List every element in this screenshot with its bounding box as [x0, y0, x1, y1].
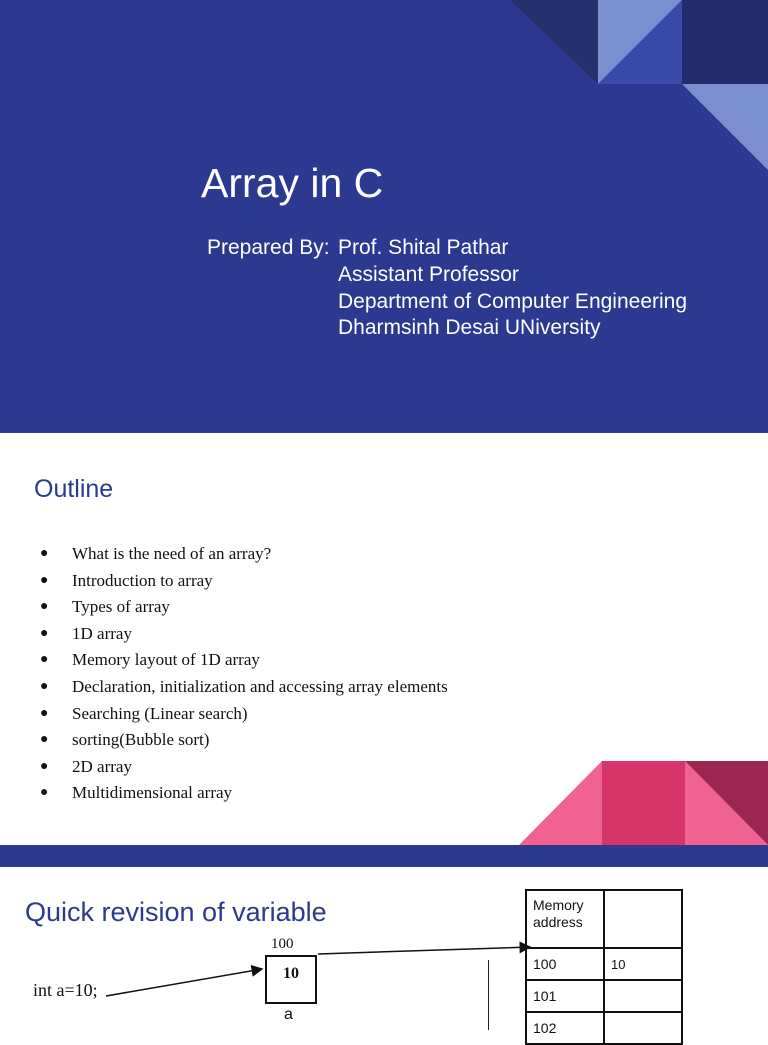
column-header: Memory address: [526, 890, 604, 948]
bullet-icon: ●: [40, 758, 49, 774]
bullet-icon: ●: [40, 678, 49, 694]
value-cell: [604, 1012, 682, 1044]
list-item-text: 2D array: [72, 756, 132, 776]
list-item: [40, 674, 448, 701]
column-header: [604, 890, 682, 948]
table-row: [526, 948, 682, 980]
pink-triangle: [519, 761, 602, 845]
list-item: [40, 727, 448, 754]
value-cell: [604, 980, 682, 1012]
bullet-icon: ●: [40, 625, 49, 641]
list-item-text: Multidimensional array: [72, 783, 233, 803]
list-item-text: Declaration, initialization and accessing array elements: [72, 676, 448, 696]
bullet-icon: ●: [40, 732, 49, 748]
author-department: Department of Computer Engineering: [338, 290, 688, 313]
list-item-text: Types of array: [72, 597, 170, 617]
variable-to-address-arrow: [318, 947, 530, 954]
address-cell: 102: [526, 1012, 604, 1044]
slide-divider-bar: [0, 845, 768, 867]
address-cell: 100: [526, 948, 604, 980]
list-item: [40, 568, 448, 595]
crimson-square: [602, 761, 685, 845]
variable-box: 10: [265, 955, 317, 1004]
dark-crimson-triangle: [685, 761, 768, 845]
address-label: 100: [271, 936, 294, 952]
list-item-text: 1D array: [72, 623, 132, 643]
list-item-text: What is the need of an array?: [72, 544, 272, 563]
memory-table: [525, 889, 683, 1045]
bullet-icon: ●: [40, 572, 49, 588]
table-row: [526, 980, 682, 1012]
list-item-text: Memory layout of 1D array: [72, 650, 260, 670]
outline-list: [40, 541, 448, 807]
list-item: [40, 780, 448, 807]
title-slide: [0, 0, 768, 433]
light-triangle-lower: [682, 84, 768, 170]
list-item: [40, 701, 448, 728]
outline-title: Outline: [34, 475, 114, 503]
bullet-icon: ●: [40, 599, 49, 615]
bullet-icon: ●: [40, 652, 49, 668]
author-name: Prof. Shital Pathar: [338, 236, 509, 259]
outline-slide: [0, 433, 768, 845]
list-item-text: sorting(Bubble sort): [72, 730, 210, 750]
table-header-row: [526, 890, 682, 948]
list-item: [40, 621, 448, 648]
list-item: [40, 754, 448, 781]
dark-square: [682, 0, 768, 84]
decorative-triangles: [0, 0, 768, 433]
list-item-text: Introduction to array: [72, 570, 213, 590]
prepared-by-label: Prepared By:: [207, 236, 330, 259]
list-item: [40, 541, 448, 568]
bullet-icon: ●: [40, 546, 49, 561]
variable-name: a: [284, 1006, 293, 1023]
dark-triangle: [510, 0, 598, 84]
slide-title: Array in C: [201, 160, 384, 206]
pink-triangle-right: [685, 761, 768, 845]
slide-title: Quick revision of variable: [25, 897, 327, 927]
value-cell: 10: [604, 948, 682, 980]
list-item-text: Searching (Linear search): [72, 703, 248, 723]
address-cell: 101: [526, 980, 604, 1012]
bullet-icon: ●: [40, 705, 49, 721]
variable-revision-slide: [0, 867, 768, 1036]
table-row: [526, 1012, 682, 1044]
list-item: [40, 647, 448, 674]
list-item: [40, 594, 448, 621]
divider-line: [488, 960, 489, 1030]
bullet-icon: ●: [40, 785, 49, 801]
author-university: Dharmsinh Desai UNiversity: [338, 316, 601, 339]
code-to-variable-arrow: [106, 969, 262, 996]
code-snippet: int a=10;: [33, 980, 98, 1000]
author-title: Assistant Professor: [338, 263, 519, 286]
